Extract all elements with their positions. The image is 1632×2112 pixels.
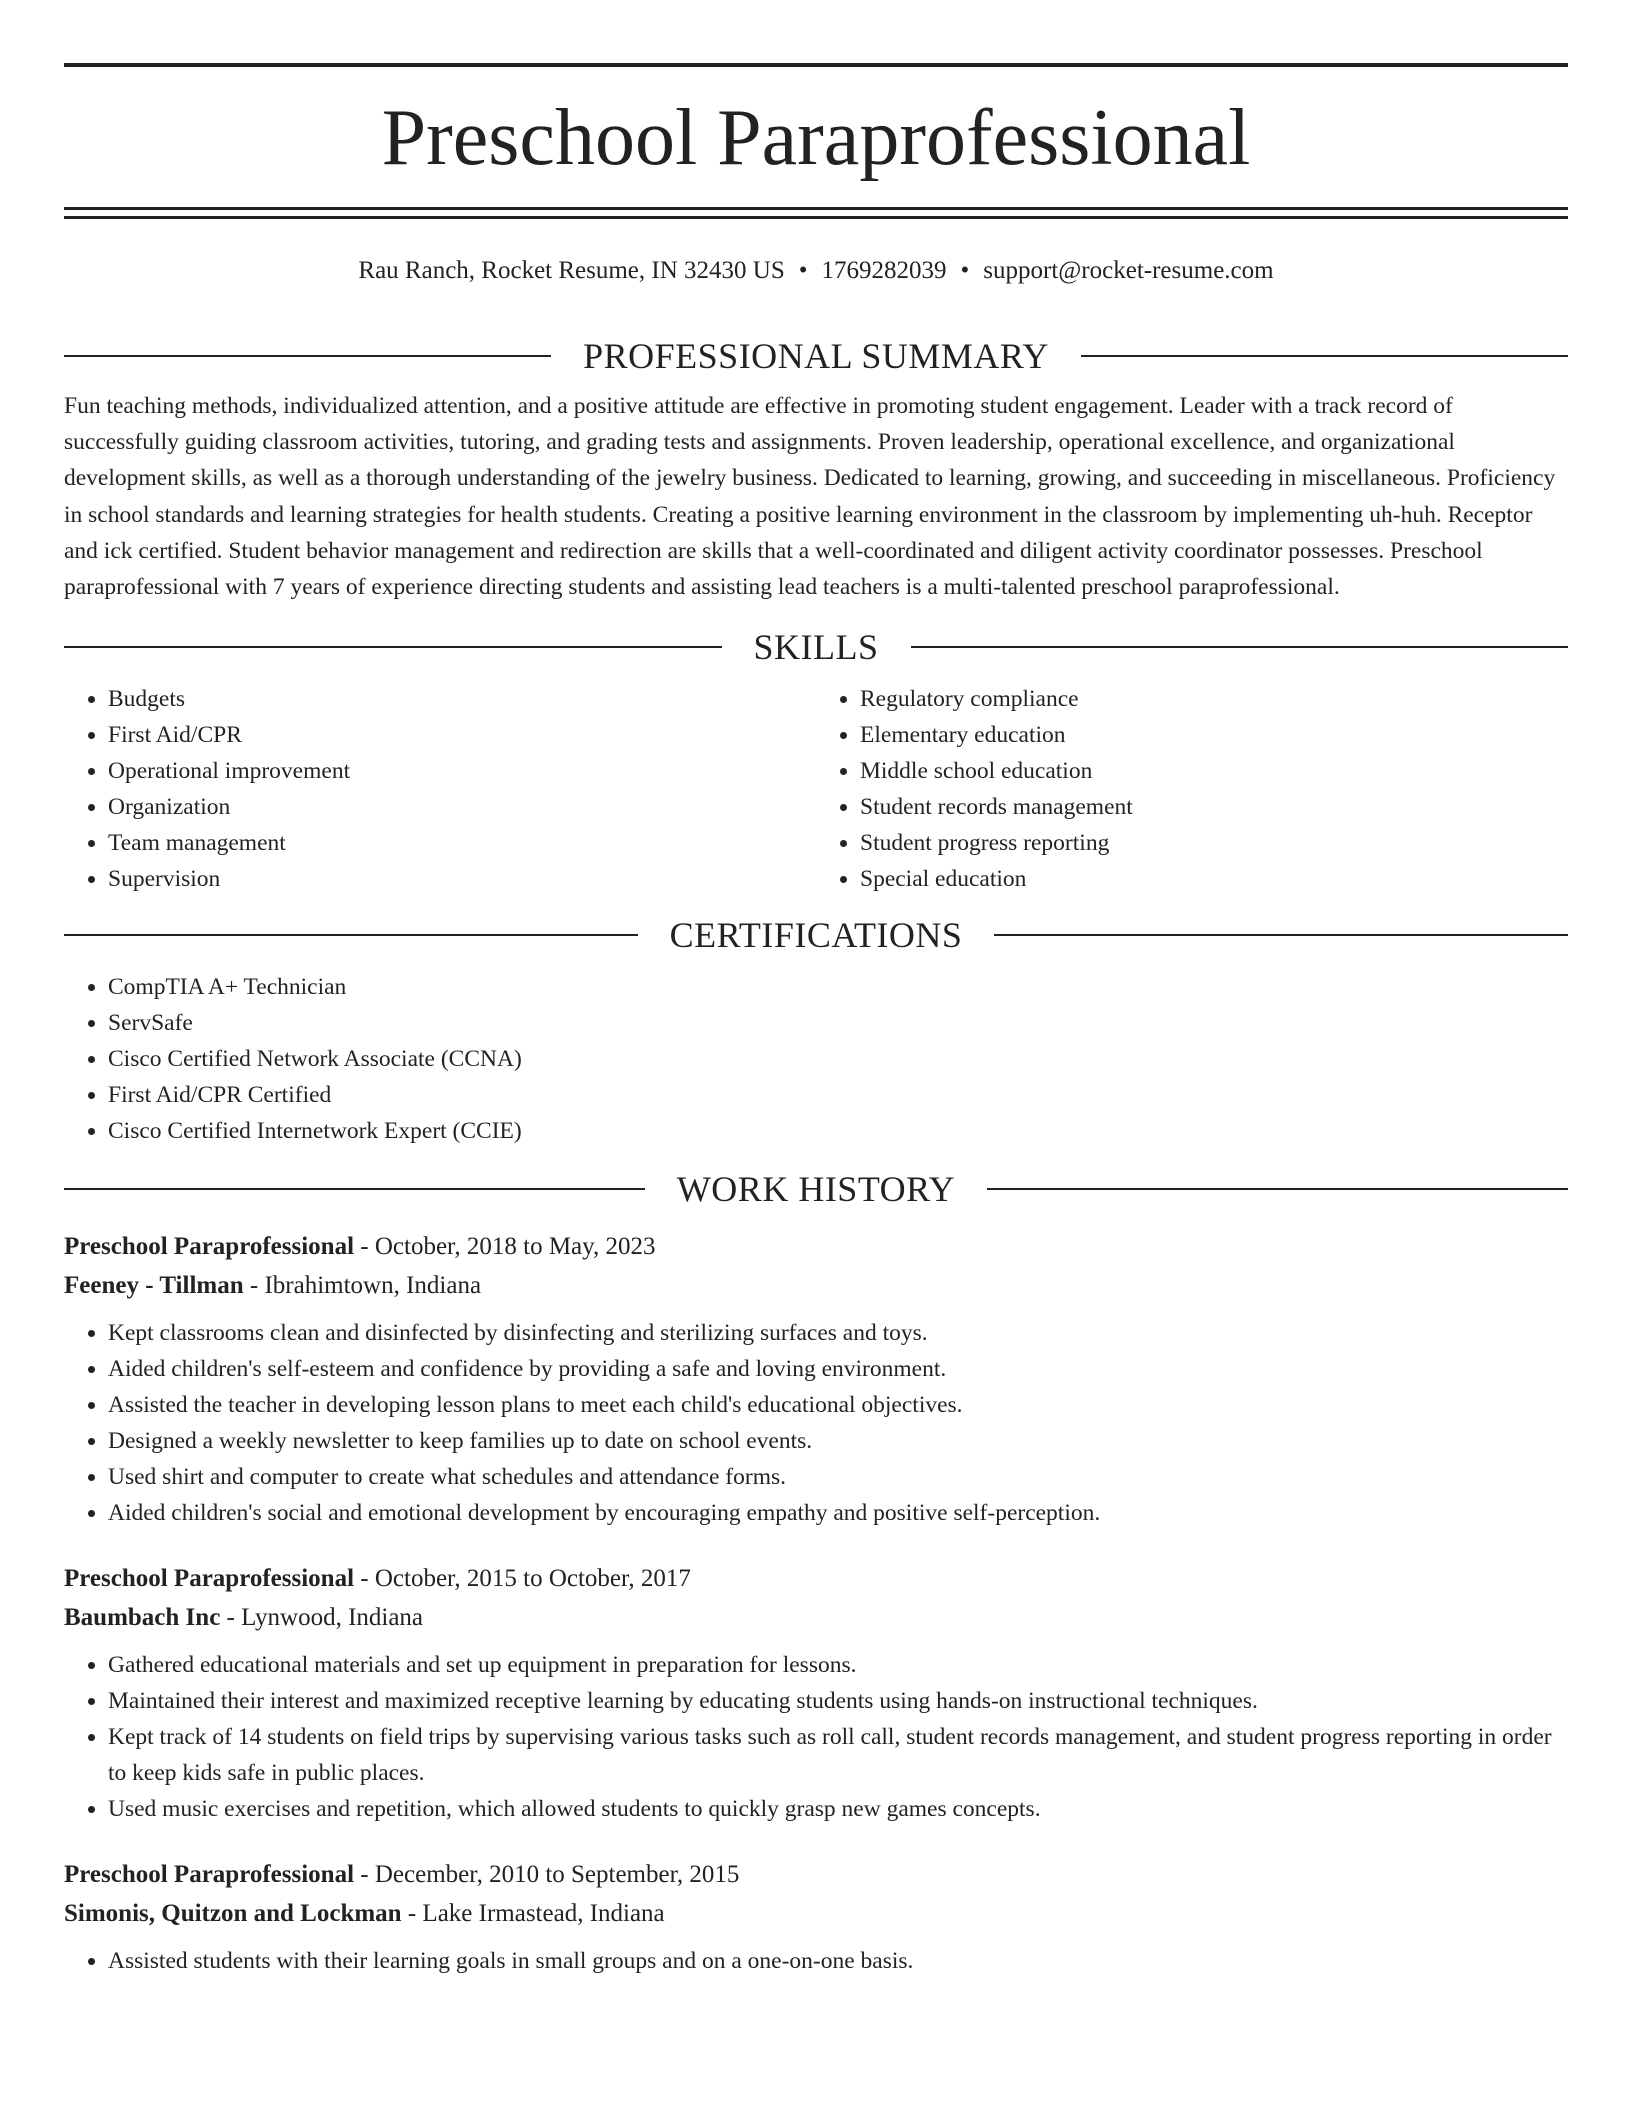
- section-heading-certifications: [64, 907, 1568, 963]
- list-item: • Aided children's self-esteem and confidence by providing a safe and loving environment.: [108, 1351, 1568, 1387]
- list-item: • Cisco Certified Internetwork Expert (CCIE): [108, 1113, 1568, 1149]
- skills-right-column: [816, 681, 1568, 897]
- list-item: • Student records management: [860, 789, 1568, 825]
- job-title: Preschool Paraprofessional: [64, 1233, 355, 1261]
- header-top-rule: [64, 63, 1568, 67]
- heading-rule: [64, 355, 551, 357]
- list-item: • Organization: [108, 789, 816, 825]
- list-item: • Cisco Certified Network Associate (CCNA): [108, 1041, 1568, 1077]
- list-item: • Kept classrooms clean and disinfected by disinfecting and sterilizing surfaces and toys.: [108, 1315, 1568, 1351]
- job-company: Baumbach Inc: [64, 1604, 221, 1632]
- job-location: - Lynwood, Indiana: [220, 1604, 424, 1632]
- list-item: • Budgets: [108, 681, 816, 717]
- list-item: • ServSafe: [108, 1005, 1568, 1041]
- heading-rule: [64, 1188, 645, 1190]
- section-heading-skills: [64, 619, 1568, 675]
- job-duties-list: [64, 1943, 1568, 1979]
- job-duties-list: [64, 1315, 1568, 1531]
- job-dates: - October, 2015 to October, 2017: [354, 1565, 691, 1593]
- skills-list-right: [816, 681, 1568, 897]
- skills-list-left: [64, 681, 816, 897]
- contact-separator: •: [960, 257, 970, 284]
- section-title: SKILLS: [753, 627, 879, 668]
- list-item: • First Aid/CPR: [108, 717, 816, 753]
- section-title: CERTIFICATIONS: [669, 915, 963, 956]
- job-title-line: [64, 1855, 1568, 1894]
- contact-line: [64, 254, 1568, 288]
- job-company: Simonis, Quitzon and Lockman: [64, 1900, 402, 1928]
- job-location: - Ibrahimtown, Indiana: [243, 1272, 482, 1300]
- skills-left-column: [64, 681, 816, 897]
- job-title-line: [64, 1559, 1568, 1598]
- list-item: • Aided children's social and emotional development by encouraging empathy and positive self-perception.: [108, 1495, 1568, 1531]
- list-item: • Team management: [108, 825, 816, 861]
- section-heading-work-history: [64, 1161, 1568, 1217]
- contact-address: Rau Ranch, Rocket Resume, IN 32430 US: [358, 257, 785, 284]
- list-item: • Special education: [860, 861, 1568, 897]
- resume-content: [64, 328, 1568, 1979]
- list-item: • Designed a weekly newsletter to keep families up to date on school events.: [108, 1423, 1568, 1459]
- job-company: Feeney - Tillman: [64, 1272, 244, 1300]
- list-item: • Elementary education: [860, 717, 1568, 753]
- job-title: Preschool Paraprofessional: [64, 1565, 355, 1593]
- heading-rule: [1081, 355, 1568, 357]
- job-location: - Lake Irmastead, Indiana: [401, 1900, 665, 1928]
- list-item: • Maintained their interest and maximized receptive learning by educating students using hands-on instructional techniques.: [108, 1683, 1568, 1719]
- list-item: • Kept track of 14 students on field trips by supervising various tasks such as roll call, student records management, and student progress reporting in order to keep kids safe in public places.: [108, 1719, 1568, 1791]
- list-item: • First Aid/CPR Certified: [108, 1077, 1568, 1113]
- list-item: • Student progress reporting: [860, 825, 1568, 861]
- contact-email[interactable]: support@rocket-resume.com: [983, 257, 1274, 284]
- job-entry: [64, 1559, 1568, 1827]
- summary-text: Fun teaching methods, individualized attention, and a positive attitude are effective in promoting student engagement. Leader with a track record of successfully guiding classroom activities, tutoring, and grading tests and assignments. Proven leadership, operational excellence, and organizational development skills, as well as a thorough understanding of the jewelry business. Dedicated to learning, growing, and succeeding in miscellaneous. Proficiency in school standards and learning strategies for health students. Creating a positive learning environment in the classroom by implementing uh-huh. Receptor and ick certified. Student behavior management and redirection are skills that a well-coordinated and diligent activity coordinator possesses. Preschool paraprofessional with 7 years of experience directing students and assisting lead teachers is a multi-talented preschool paraprofessional.: [64, 393, 1556, 601]
- heading-rule: [64, 934, 638, 936]
- contact-phone: 1769282039: [821, 257, 947, 284]
- job-dates: - October, 2018 to May, 2023: [354, 1233, 656, 1261]
- header-double-rule-upper: [64, 207, 1568, 210]
- header-double-rule-lower: [64, 216, 1568, 219]
- list-item: • Used music exercises and repetition, which allowed students to quickly grasp new games concepts.: [108, 1791, 1568, 1827]
- list-item: • Middle school education: [860, 753, 1568, 789]
- job-entry: [64, 1855, 1568, 1979]
- heading-rule: [994, 934, 1568, 936]
- list-item: • Gathered educational materials and set up equipment in preparation for lessons.: [108, 1647, 1568, 1683]
- job-company-line: [64, 1894, 1568, 1933]
- job-duties-list: [64, 1647, 1568, 1827]
- skills-columns: [64, 681, 1568, 897]
- job-company-line: [64, 1598, 1568, 1637]
- list-item: • CompTIA A+ Technician: [108, 969, 1568, 1005]
- section-title: WORK HISTORY: [676, 1169, 956, 1210]
- job-entry: [64, 1227, 1568, 1531]
- heading-rule: [911, 646, 1569, 648]
- section-heading-summary: [64, 328, 1568, 384]
- heading-rule: [987, 1188, 1568, 1190]
- heading-rule: [64, 646, 722, 648]
- list-item: • Used shirt and computer to create what schedules and attendance forms.: [108, 1459, 1568, 1495]
- contact-separator: •: [798, 257, 808, 284]
- job-dates: - December, 2010 to September, 2015: [354, 1861, 740, 1889]
- job-company-line: [64, 1266, 1568, 1305]
- list-item: • Operational improvement: [108, 753, 816, 789]
- list-item: • Supervision: [108, 861, 816, 897]
- resume-title: Preschool Paraprofessional: [381, 94, 1251, 182]
- job-title: Preschool Paraprofessional: [64, 1861, 355, 1889]
- list-item: • Assisted students with their learning goals in small groups and on a one-on-one basis.: [108, 1943, 1568, 1979]
- certifications-list: [64, 969, 1568, 1149]
- list-item: • Assisted the teacher in developing lesson plans to meet each child's educational objectives.: [108, 1387, 1568, 1423]
- section-title: PROFESSIONAL SUMMARY: [583, 336, 1049, 376]
- list-item: • Regulatory compliance: [860, 681, 1568, 717]
- job-title-line: [64, 1227, 1568, 1266]
